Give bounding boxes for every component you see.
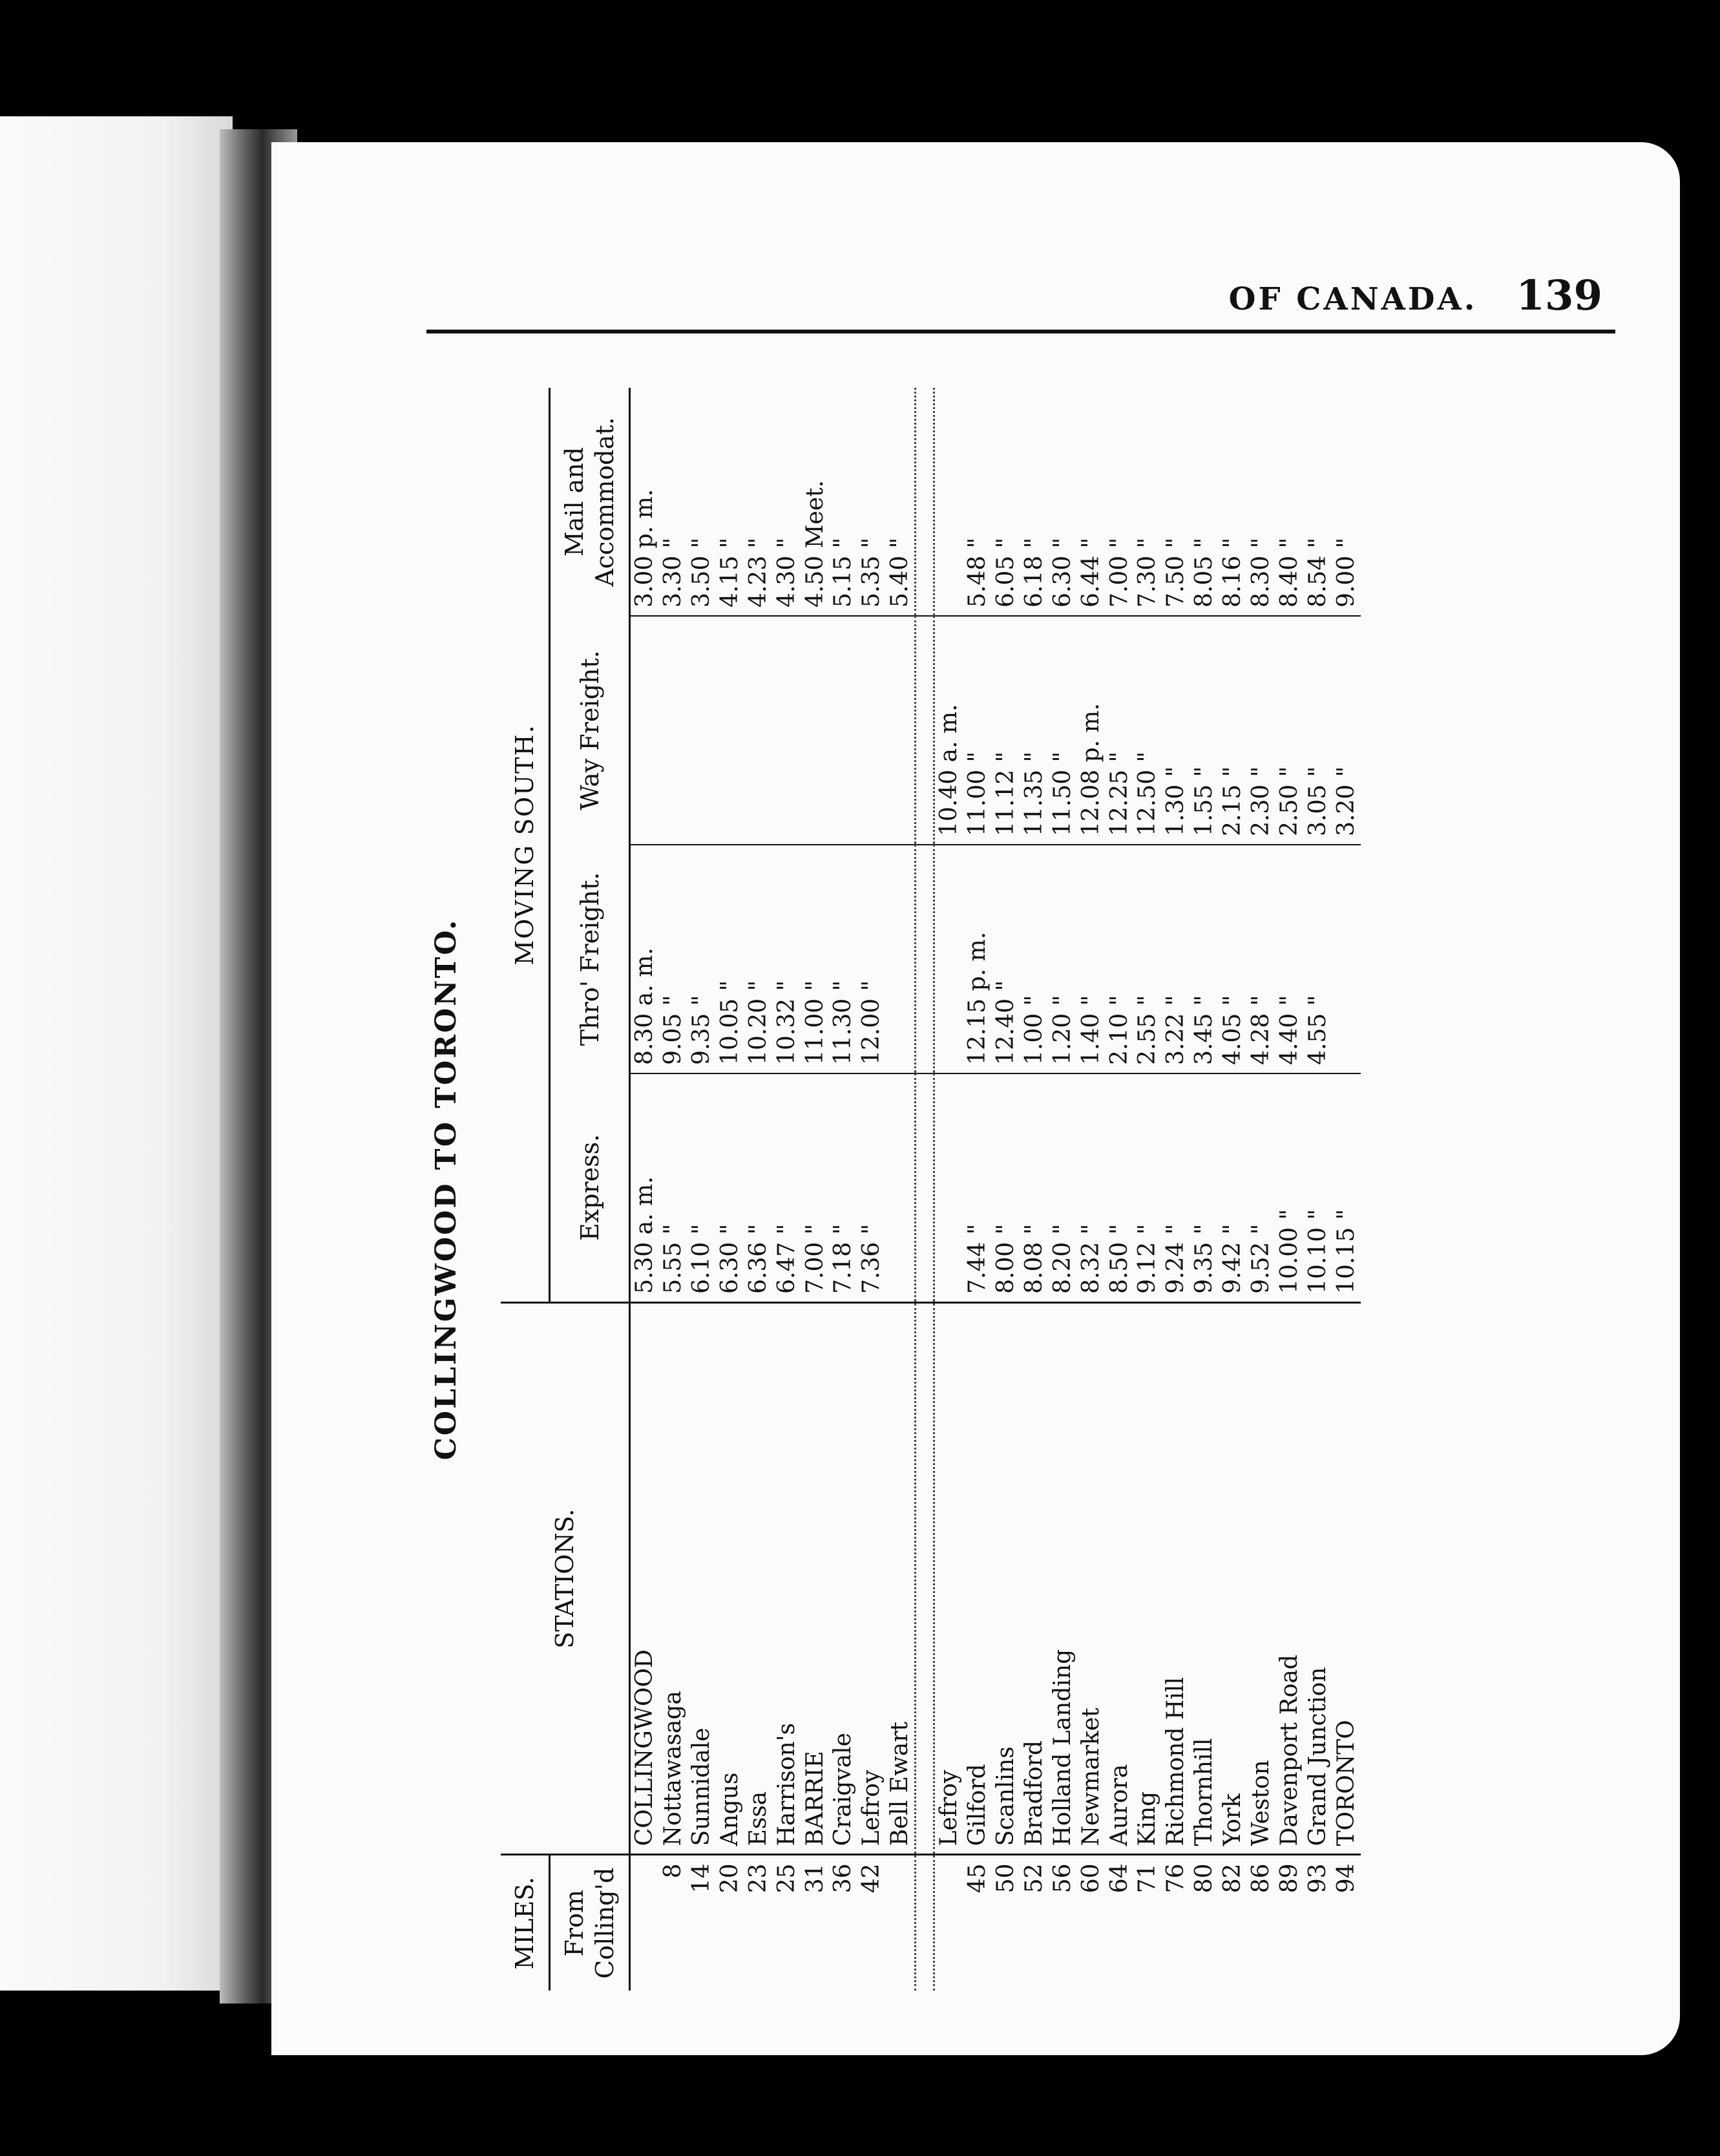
table-row xyxy=(1190,388,1219,1991)
express-cell: 6.10 " xyxy=(687,1073,716,1303)
express-header: Express. xyxy=(550,1073,630,1303)
station-cell xyxy=(886,1302,915,1855)
table-row xyxy=(801,388,830,1991)
thro-freight-cell: 11.00 " xyxy=(801,845,830,1073)
mail-cell: 6.05 " xyxy=(992,537,1019,608)
mail-cell: 8.54 " xyxy=(1304,537,1331,608)
way-freight-cell: 2.50 " xyxy=(1275,616,1304,845)
mail-cell: 8.40 " xyxy=(1276,537,1303,608)
express-cell: 6.36 " xyxy=(744,1073,773,1303)
mail-cell: 5.35 " xyxy=(858,537,885,608)
way-freight-cell: 2.15 " xyxy=(1219,616,1247,845)
page-number: 139 xyxy=(1516,271,1602,320)
express-cell: 8.08 " xyxy=(1020,1073,1049,1303)
mail-cell: 7.00 " xyxy=(1106,537,1133,608)
station-cell xyxy=(1247,1302,1275,1855)
way-freight-cell xyxy=(857,616,886,845)
miles-cell: 82 xyxy=(1219,1855,1247,1991)
express-cell: 7.44 " xyxy=(963,1073,992,1303)
station-name: COLLINGWOOD xyxy=(631,1649,658,1846)
thro-freight-cell: 12.40 " xyxy=(992,845,1020,1073)
miles-cell: 36 xyxy=(829,1855,857,1991)
express-cell: 6.47 " xyxy=(773,1073,801,1303)
station-name: Scanlins xyxy=(992,1746,1019,1846)
mail-cell: 3.50 " xyxy=(687,537,715,608)
timetable-region xyxy=(410,362,1720,2016)
thro-freight-cell: 10.05 " xyxy=(716,845,744,1073)
station-name: Aurora xyxy=(1106,1764,1133,1846)
station-cell xyxy=(1077,1302,1106,1855)
express-cell: 5.55 " xyxy=(659,1073,687,1303)
table-row xyxy=(1275,388,1304,1991)
station-cell xyxy=(1020,1302,1049,1855)
thro-freight-cell: 1.20 " xyxy=(1049,845,1077,1073)
thro-freight-cell: 10.20 " xyxy=(744,845,773,1073)
way-freight-cell xyxy=(630,616,659,845)
table-row xyxy=(659,388,687,1991)
page-header xyxy=(1229,271,1602,320)
table-row xyxy=(744,388,773,1991)
miles-cell: 89 xyxy=(1275,1855,1304,1991)
mail-cell: 5.40 " xyxy=(886,537,914,608)
mail-cell: 6.18 " xyxy=(1020,537,1047,608)
way-freight-cell xyxy=(801,616,830,845)
station-cell xyxy=(744,1302,773,1855)
stations-header: STATIONS. xyxy=(501,1302,630,1855)
header-row-1 xyxy=(501,388,550,1991)
header-rule xyxy=(426,330,1615,333)
miles-cell: 25 xyxy=(773,1855,801,1991)
mail-cell: 8.30 " xyxy=(1248,537,1275,608)
thro-freight-cell: 4.40 " xyxy=(1275,845,1304,1073)
way-freight-cell xyxy=(886,616,915,845)
rotated-timetable xyxy=(410,362,1720,2016)
way-freight-header: Way Freight. xyxy=(550,616,630,845)
miles-cell: 14 xyxy=(687,1855,716,1991)
express-cell: 9.12 " xyxy=(1133,1073,1162,1303)
station-cell xyxy=(801,1302,830,1855)
way-freight-cell: 12.08 p. m. xyxy=(1077,616,1106,845)
express-cell: 8.50 " xyxy=(1106,1073,1134,1303)
section-divider xyxy=(916,388,934,1991)
mail-cell: 4.23 " xyxy=(744,537,771,608)
express-cell: 9.42 " xyxy=(1219,1073,1247,1303)
way-freight-cell: 1.30 " xyxy=(1162,616,1190,845)
express-cell: 7.00 " xyxy=(801,1073,830,1303)
divider-row xyxy=(916,388,934,1991)
rows-north xyxy=(630,388,916,1991)
thro-freight-cell: 10.32 " xyxy=(773,845,801,1073)
thro-freight-cell: 3.22 " xyxy=(1162,845,1190,1073)
station-cell xyxy=(1332,1302,1361,1855)
station-cell xyxy=(1049,1302,1077,1855)
station-cell xyxy=(1275,1302,1304,1855)
thro-freight-cell: 4.28 " xyxy=(1247,845,1275,1073)
station-cell xyxy=(1304,1302,1332,1855)
running-head: OF CANADA. xyxy=(1228,281,1478,317)
way-freight-cell: 12.25 " xyxy=(1106,616,1134,845)
station-cell xyxy=(992,1302,1020,1855)
station-name: York xyxy=(1219,1793,1246,1846)
thro-freight-cell: 1.00 " xyxy=(1020,845,1049,1073)
mail-cell: 3.30 " xyxy=(659,537,686,608)
station-cell xyxy=(829,1302,857,1855)
station-name: Essa xyxy=(744,1791,771,1846)
express-cell: 8.32 " xyxy=(1077,1073,1106,1303)
thro-freight-cell: 4.05 " xyxy=(1219,845,1247,1073)
timetable xyxy=(501,388,1361,1991)
station-name: Angus xyxy=(716,1772,743,1846)
table-row xyxy=(773,388,801,1991)
mail-cell: 7.50 " xyxy=(1162,537,1190,608)
station-cell xyxy=(716,1302,744,1855)
way-freight-cell xyxy=(716,616,744,845)
miles-cell: 50 xyxy=(992,1855,1020,1991)
express-cell: 7.36 " xyxy=(857,1073,886,1303)
miles-cell: 20 xyxy=(716,1855,744,1991)
station-name: BARRIE xyxy=(801,1751,828,1846)
station-cell xyxy=(659,1302,687,1855)
direction-header: MOVING SOUTH. xyxy=(501,388,550,1302)
station-name: Nottawasaga xyxy=(659,1691,686,1846)
station-name: King xyxy=(1134,1791,1161,1846)
miles-cell: 42 xyxy=(857,1855,886,1991)
way-freight-cell xyxy=(829,616,857,845)
table-row xyxy=(1219,388,1247,1991)
table-row xyxy=(1049,388,1077,1991)
from-header: From Colling'd xyxy=(550,1855,630,1991)
thro-freight-cell xyxy=(934,845,963,1073)
table-row xyxy=(630,388,659,1991)
station-name: Craigvale xyxy=(830,1733,857,1846)
express-cell: 8.20 " xyxy=(1049,1073,1077,1303)
rows-south xyxy=(934,388,1361,1991)
miles-cell: 23 xyxy=(744,1855,773,1991)
table-title: COLLINGWOOD TO TORONTO. xyxy=(430,918,463,1461)
thro-freight-cell: 9.35 " xyxy=(687,845,716,1073)
mail-cell: 5.15 " xyxy=(830,537,857,608)
express-cell: 7.18 " xyxy=(829,1073,857,1303)
express-cell xyxy=(886,1073,915,1303)
way-freight-cell xyxy=(659,616,687,845)
way-freight-cell: 12.50 " xyxy=(1133,616,1162,845)
mail-cell: 7.30 " xyxy=(1134,537,1161,608)
mail-cell: 4.15 " xyxy=(716,537,743,608)
miles-cell: 31 xyxy=(801,1855,830,1991)
miles-header: MILES. xyxy=(501,1855,550,1991)
way-freight-cell: 11.50 " xyxy=(1049,616,1077,845)
miles-cell xyxy=(886,1855,915,1991)
miles-cell: 86 xyxy=(1247,1855,1275,1991)
table-row xyxy=(687,388,716,1991)
thro-freight-cell xyxy=(1332,845,1361,1073)
station-name: Sunnidale xyxy=(687,1728,715,1846)
thro-freight-cell: 2.10 " xyxy=(1106,845,1134,1073)
table-row xyxy=(1133,388,1162,1991)
way-freight-cell: 1.55 " xyxy=(1190,616,1219,845)
thro-freight-cell: 8.30 a. m. xyxy=(630,845,659,1073)
thro-freight-cell xyxy=(886,845,915,1073)
way-freight-cell: 11.00 " xyxy=(963,616,992,845)
express-cell: 6.30 " xyxy=(716,1073,744,1303)
express-cell xyxy=(934,1073,963,1303)
thro-freight-cell: 2.55 " xyxy=(1133,845,1162,1073)
express-cell: 10.15 " xyxy=(1332,1073,1361,1303)
miles-cell: 93 xyxy=(1304,1855,1332,1991)
station-cell xyxy=(630,1302,659,1855)
mail-cell: 4.30 " xyxy=(773,537,800,608)
station-name: Lefroy xyxy=(936,1770,963,1846)
thro-freight-header: Thro' Freight. xyxy=(550,845,630,1073)
miles-cell: 64 xyxy=(1106,1855,1134,1991)
thro-freight-cell: 4.55 " xyxy=(1304,845,1332,1073)
station-name: Bradford xyxy=(1020,1740,1047,1846)
station-cell xyxy=(1162,1302,1190,1855)
table-row xyxy=(1332,388,1361,1991)
way-freight-cell xyxy=(773,616,801,845)
table-row xyxy=(1247,388,1275,1991)
mail-cell: 6.44 " xyxy=(1077,537,1104,608)
mail-header: Mail and Accommodat. xyxy=(550,388,630,616)
miles-cell: 76 xyxy=(1162,1855,1190,1991)
way-freight-cell xyxy=(744,616,773,845)
table-row xyxy=(857,388,886,1991)
facing-page xyxy=(0,116,233,1991)
express-cell: 10.10 " xyxy=(1304,1073,1332,1303)
station-name: Thornhill xyxy=(1191,1738,1218,1846)
table-row xyxy=(1106,388,1134,1991)
station-name: Weston xyxy=(1248,1760,1275,1846)
mail-cell: 9.00 " xyxy=(1332,537,1359,608)
table-row xyxy=(1077,388,1106,1991)
thro-freight-cell: 11.30 " xyxy=(829,845,857,1073)
station-name: Gilford xyxy=(964,1764,991,1846)
table-row xyxy=(992,388,1020,1991)
thro-freight-cell: 3.45 " xyxy=(1190,845,1219,1073)
station-name: Davenport Road xyxy=(1276,1654,1303,1846)
way-freight-cell: 11.12 " xyxy=(992,616,1020,845)
mail-cell: 4.50 Meet. xyxy=(801,480,828,608)
mail-cell: 3.00 p. m. xyxy=(631,489,658,608)
thro-freight-cell: 9.05 " xyxy=(659,845,687,1073)
thro-freight-cell: 1.40 " xyxy=(1077,845,1106,1073)
miles-cell: 60 xyxy=(1077,1855,1106,1991)
station-cell xyxy=(687,1302,716,1855)
way-freight-cell: 3.20 " xyxy=(1332,616,1361,845)
way-freight-cell: 11.35 " xyxy=(1020,616,1049,845)
station-cell xyxy=(857,1302,886,1855)
express-cell: 8.00 " xyxy=(992,1073,1020,1303)
table-row xyxy=(963,388,992,1991)
table-row xyxy=(934,388,963,1991)
way-freight-cell xyxy=(687,616,716,845)
miles-cell xyxy=(934,1855,963,1991)
station-cell xyxy=(1106,1302,1134,1855)
thro-freight-cell: 12.00 " xyxy=(857,845,886,1073)
mail-cell: 8.05 " xyxy=(1191,537,1218,608)
express-cell: 5.30 a. m. xyxy=(630,1073,659,1303)
book-page xyxy=(271,142,1680,2055)
thro-freight-cell: 12.15 p. m. xyxy=(963,845,992,1073)
way-freight-cell: 10.40 a. m. xyxy=(934,616,963,845)
table-row xyxy=(1020,388,1049,1991)
station-cell xyxy=(773,1302,801,1855)
miles-cell: 8 xyxy=(659,1855,687,1991)
station-name: TORONTO xyxy=(1332,1720,1359,1846)
mail-cell xyxy=(934,388,963,616)
station-name: Richmond Hill xyxy=(1162,1677,1190,1846)
miles-cell xyxy=(630,1855,659,1991)
express-cell: 9.35 " xyxy=(1190,1073,1219,1303)
way-freight-cell: 3.05 " xyxy=(1304,616,1332,845)
station-cell xyxy=(963,1302,992,1855)
station-cell xyxy=(934,1302,963,1855)
way-freight-cell: 2.30 " xyxy=(1247,616,1275,845)
express-cell: 9.24 " xyxy=(1162,1073,1190,1303)
mail-cell: 6.30 " xyxy=(1049,537,1076,608)
miles-cell: 56 xyxy=(1049,1855,1077,1991)
express-cell: 9.52 " xyxy=(1247,1073,1275,1303)
miles-cell: 45 xyxy=(963,1855,992,1991)
station-name: Bell Ewart xyxy=(886,1721,914,1846)
mail-cell: 8.16 " xyxy=(1219,537,1246,608)
station-name: Newmarket xyxy=(1077,1707,1104,1846)
miles-cell: 71 xyxy=(1133,1855,1162,1991)
table-row xyxy=(716,388,744,1991)
station-cell xyxy=(1219,1302,1247,1855)
miles-cell: 80 xyxy=(1190,1855,1219,1991)
station-cell xyxy=(1133,1302,1162,1855)
table-row xyxy=(1304,388,1332,1991)
table-row xyxy=(1162,388,1190,1991)
express-cell: 10.00 " xyxy=(1275,1073,1304,1303)
station-name: Holland Landing xyxy=(1049,1649,1076,1846)
miles-cell: 94 xyxy=(1332,1855,1361,1991)
table-row xyxy=(829,388,857,1991)
station-name: Lefroy xyxy=(858,1770,885,1846)
miles-cell: 52 xyxy=(1020,1855,1049,1991)
station-cell xyxy=(1190,1302,1219,1855)
table-row xyxy=(886,388,915,1991)
mail-cell: 5.48 " xyxy=(964,537,991,608)
station-name: Grand Junction xyxy=(1304,1667,1331,1846)
station-name: Harrison's xyxy=(773,1722,800,1846)
